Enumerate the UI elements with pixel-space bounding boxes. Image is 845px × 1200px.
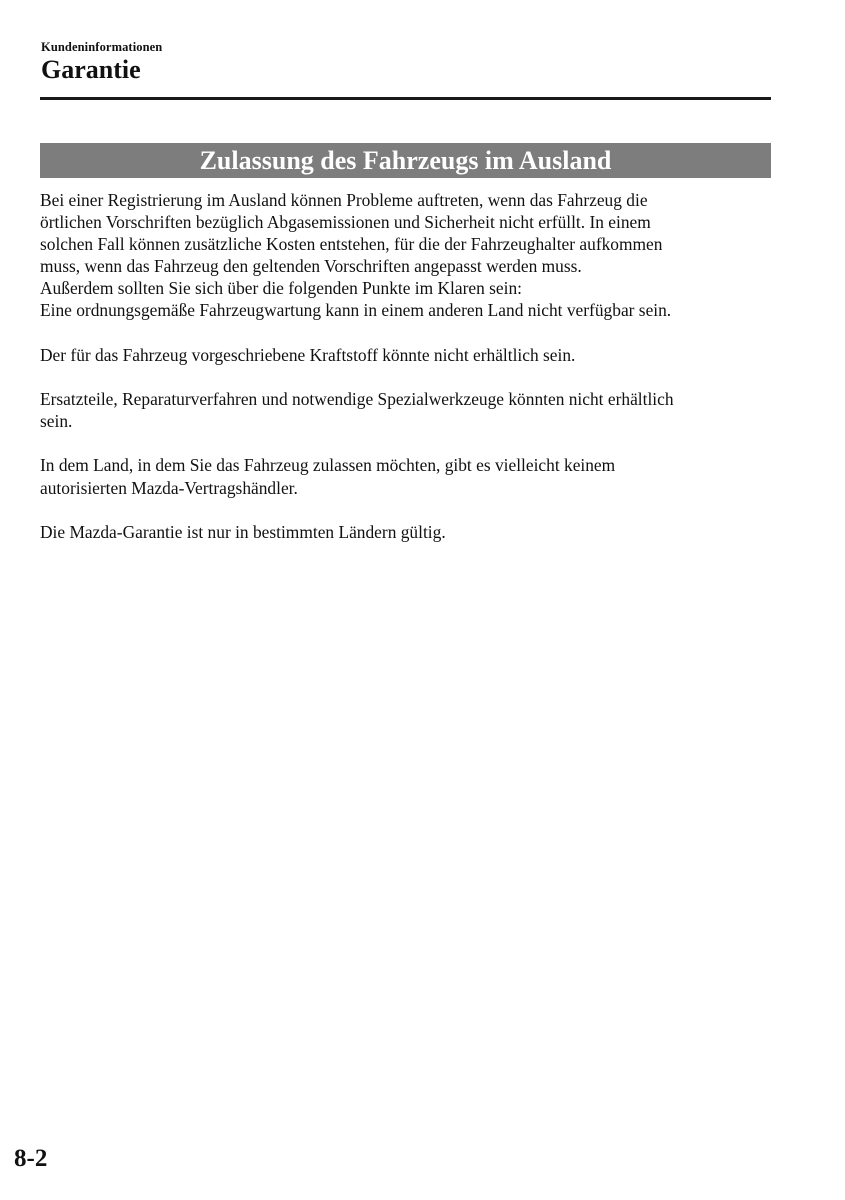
text-line: solchen Fall können zusätzliche Kosten entstehen, für die der Fahrzeughalter aufkommen — [40, 234, 663, 255]
body-content — [40, 189, 775, 565]
text-line: autorisierten Mazda-Vertragshändler. — [40, 477, 298, 498]
chapter-title: Garantie — [41, 55, 141, 84]
text-line: sein. — [40, 411, 73, 432]
paragraph — [40, 454, 775, 498]
text-line: In dem Land, in dem Sie das Fahrzeug zulassen möchten, gibt es vielleicht keinem — [40, 455, 616, 476]
text-line: Der für das Fahrzeug vorgeschriebene Kraftstoff könnte nicht erhältlich sein. — [40, 344, 576, 365]
header-divider — [40, 97, 771, 100]
text-line: Die Mazda-Garantie ist nur in bestimmten Ländern gültig. — [40, 521, 446, 542]
text-line: örtlichen Vorschriften bezüglich Abgasemissionen und Sicherheit nicht erfüllt. In einem — [40, 212, 651, 233]
breadcrumb: Kundeninformationen — [41, 40, 163, 54]
section-title: Zulassung des Fahrzeugs im Ausland — [199, 145, 612, 175]
section-heading-bar — [40, 143, 771, 178]
paragraph — [40, 344, 775, 366]
page-number: 8-2 — [14, 1145, 48, 1172]
paragraph — [40, 521, 775, 543]
text-line: Außerdem sollten Sie sich über die folgenden Punkte im Klaren sein: — [40, 278, 522, 299]
paragraph — [40, 189, 775, 322]
text-line: Eine ordnungsgemäße Fahrzeugwartung kann in einem anderen Land nicht verfügbar sein. — [40, 300, 672, 321]
paragraph — [40, 388, 775, 432]
text-line: Bei einer Registrierung im Ausland können Probleme auftreten, wenn das Fahrzeug die — [40, 190, 648, 210]
text-line: muss, wenn das Fahrzeug den geltenden Vorschriften angepasst werden muss. — [40, 256, 582, 277]
text-line: Ersatzteile, Reparaturverfahren und notwendige Spezialwerkzeuge könnten nicht erhältlich — [40, 389, 674, 410]
